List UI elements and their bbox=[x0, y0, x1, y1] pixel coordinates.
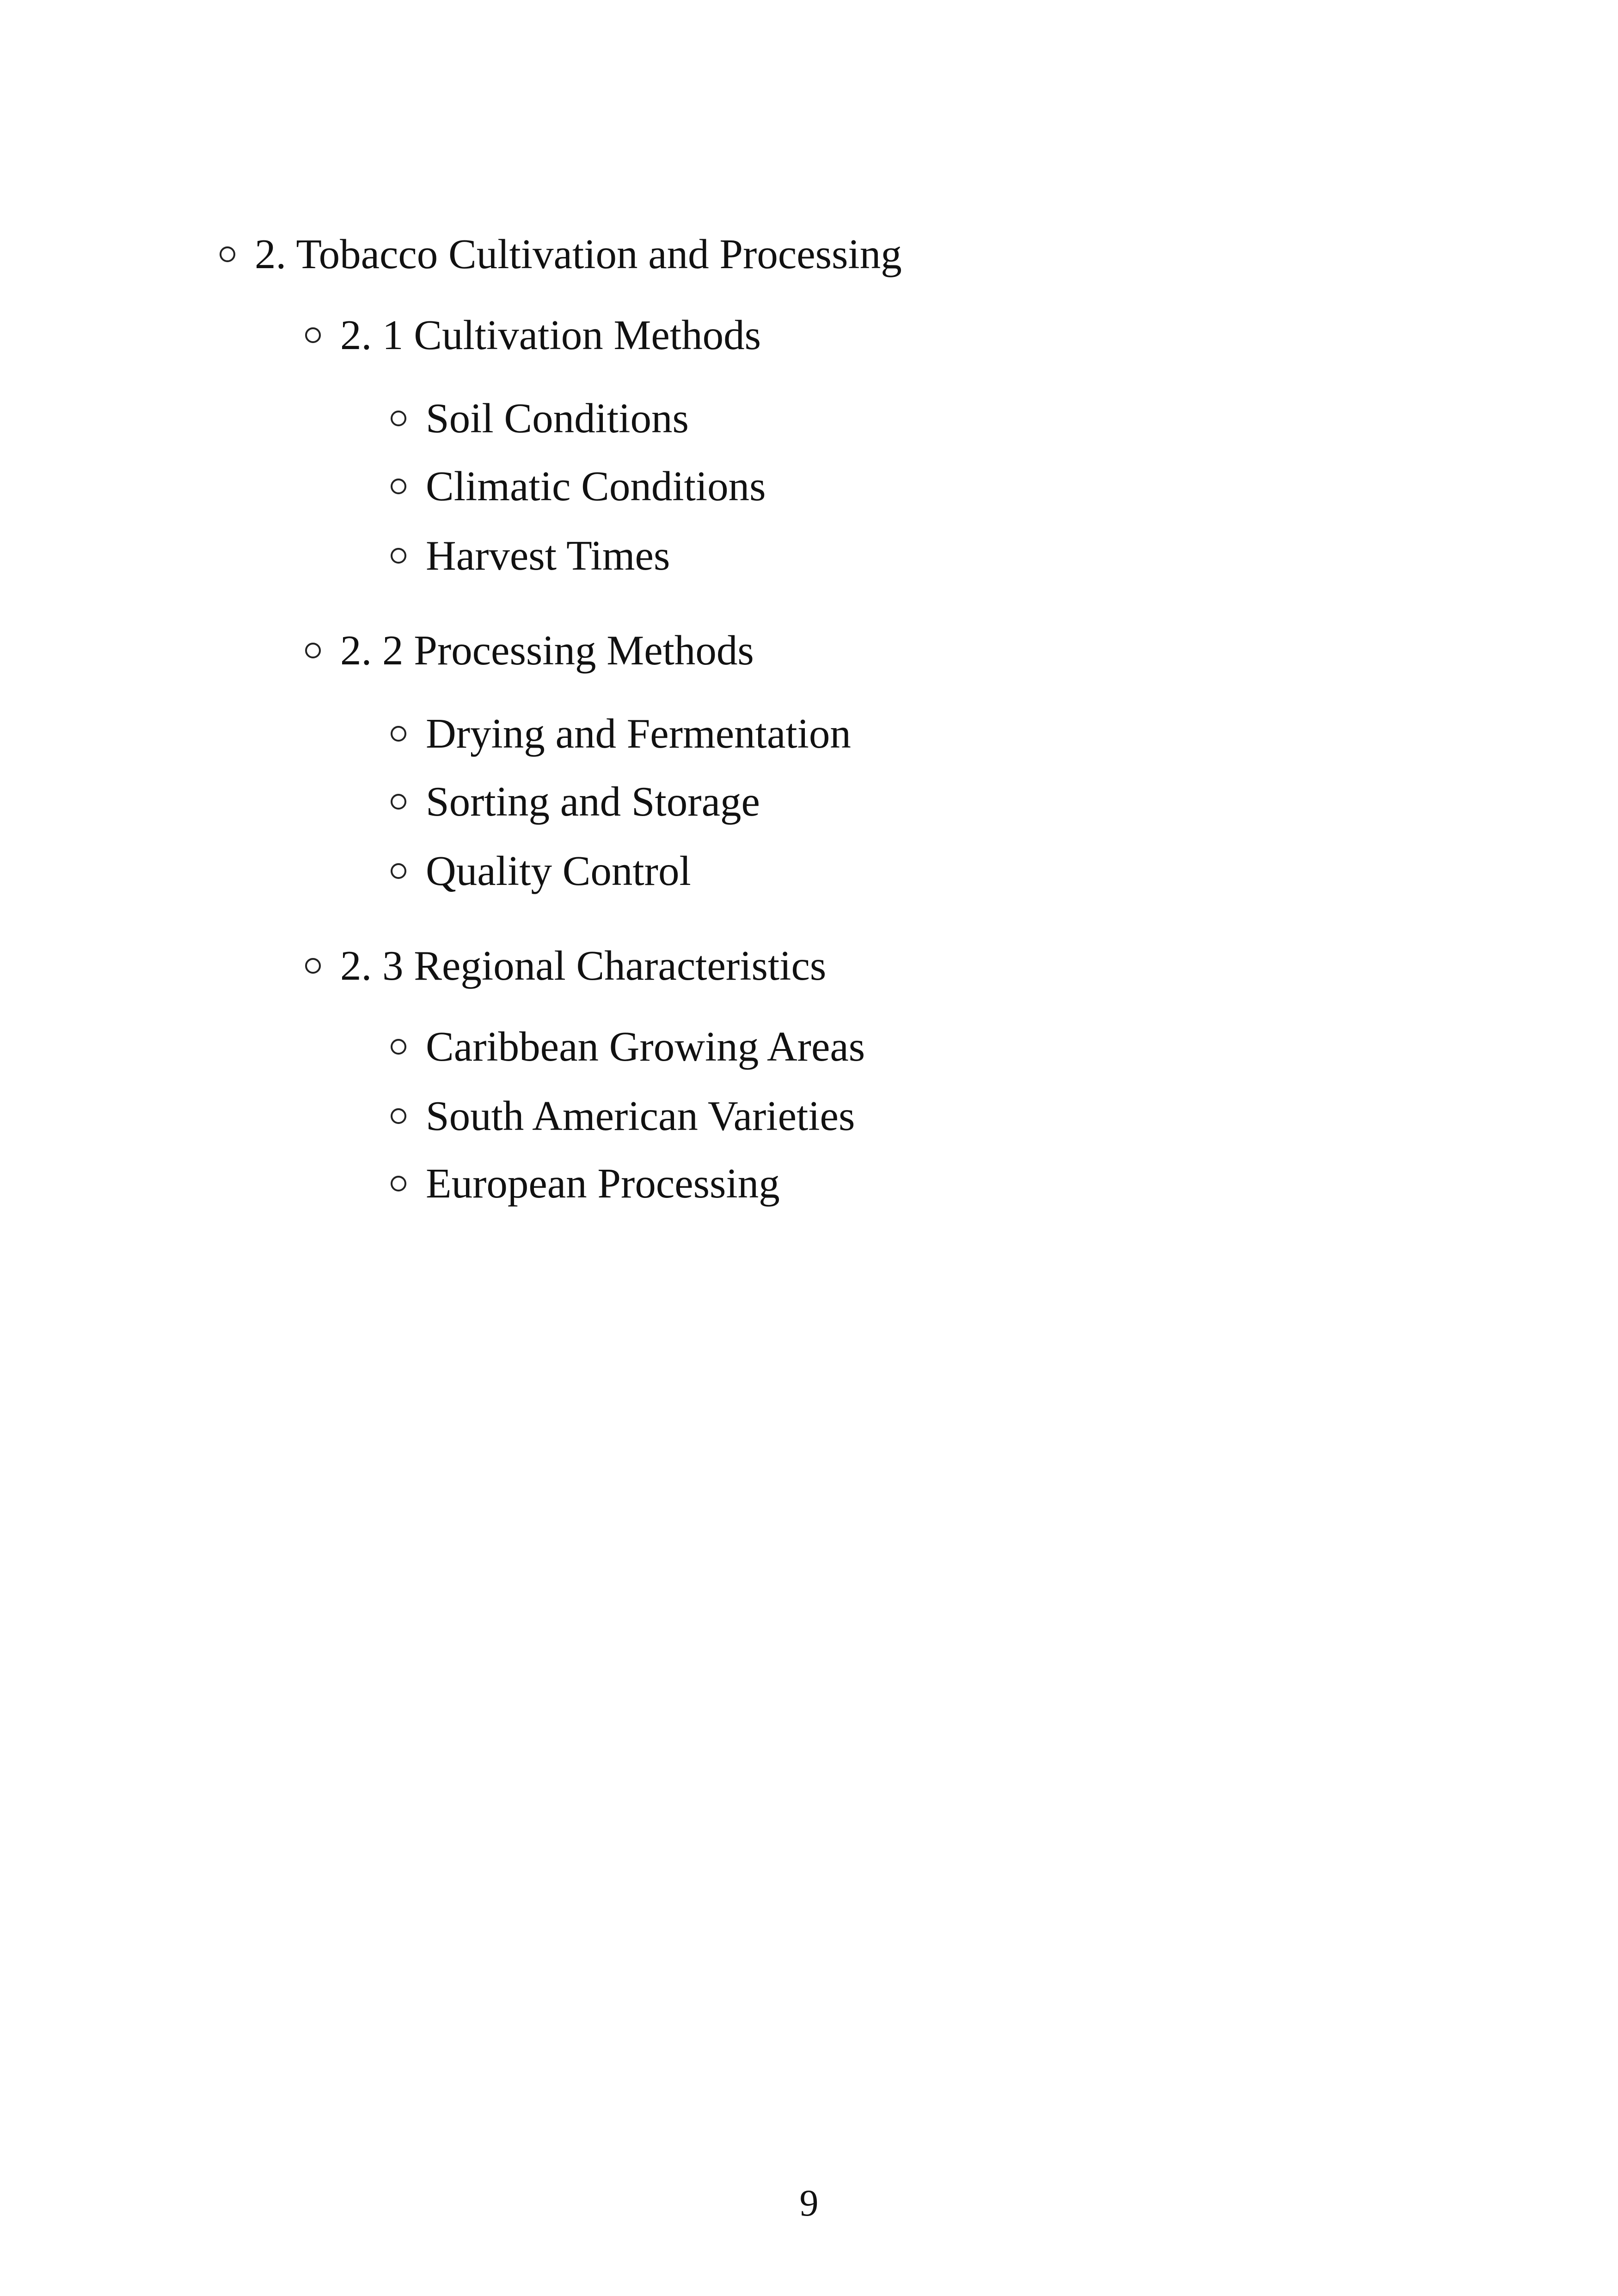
outline-item-label: Caribbean Growing Areas bbox=[426, 1023, 865, 1070]
subsection-title: 2. 1 Cultivation Methods bbox=[340, 312, 761, 358]
outline-item-drying-and-fermentation bbox=[391, 706, 851, 761]
hollow-bullet-icon bbox=[391, 411, 406, 426]
hollow-bullet-icon bbox=[391, 479, 406, 494]
outline-subsection-2-1 bbox=[305, 307, 761, 363]
outline-item-european-processing bbox=[391, 1156, 780, 1211]
outline-item-label: Harvest Times bbox=[426, 532, 670, 579]
page-number: 9 bbox=[799, 2182, 819, 2224]
hollow-bullet-icon bbox=[391, 1039, 406, 1055]
outline-item-label: South American Varieties bbox=[426, 1093, 855, 1139]
outline-item-quality-control bbox=[391, 843, 691, 899]
outline-section-2 bbox=[220, 227, 902, 282]
outline-subsection-2-3 bbox=[305, 938, 826, 994]
subsection-title: 2. 2 Processing Methods bbox=[340, 627, 754, 674]
section-title: 2. Tobacco Cultivation and Processing bbox=[255, 231, 902, 277]
outline-item-label: Sorting and Storage bbox=[426, 778, 760, 825]
hollow-bullet-icon bbox=[391, 1108, 406, 1124]
outline-item-caribbean-growing-areas bbox=[391, 1019, 865, 1074]
outline-item-label: Quality Control bbox=[426, 847, 691, 894]
outline-item-sorting-and-storage bbox=[391, 774, 760, 829]
hollow-bullet-icon bbox=[391, 1176, 406, 1191]
outline-item-label: Drying and Fermentation bbox=[426, 710, 851, 757]
outline-item-soil-conditions bbox=[391, 391, 689, 446]
outline-item-label: European Processing bbox=[426, 1160, 780, 1207]
hollow-bullet-icon bbox=[391, 794, 406, 810]
outline-item-label: Climatic Conditions bbox=[426, 463, 766, 510]
hollow-bullet-icon bbox=[391, 863, 406, 879]
subsection-title: 2. 3 Regional Characteristics bbox=[340, 942, 827, 989]
hollow-bullet-icon bbox=[391, 548, 406, 564]
hollow-bullet-icon bbox=[305, 958, 321, 974]
outline-subsection-2-2 bbox=[305, 623, 754, 678]
outline-item-climatic-conditions bbox=[391, 459, 766, 514]
outline-item-label: Soil Conditions bbox=[426, 395, 689, 442]
hollow-bullet-icon bbox=[305, 327, 321, 343]
hollow-bullet-icon bbox=[220, 246, 235, 262]
hollow-bullet-icon bbox=[305, 643, 321, 658]
outline-item-harvest-times bbox=[391, 528, 670, 583]
outline-item-south-american-varieties bbox=[391, 1088, 855, 1144]
hollow-bullet-icon bbox=[391, 726, 406, 742]
